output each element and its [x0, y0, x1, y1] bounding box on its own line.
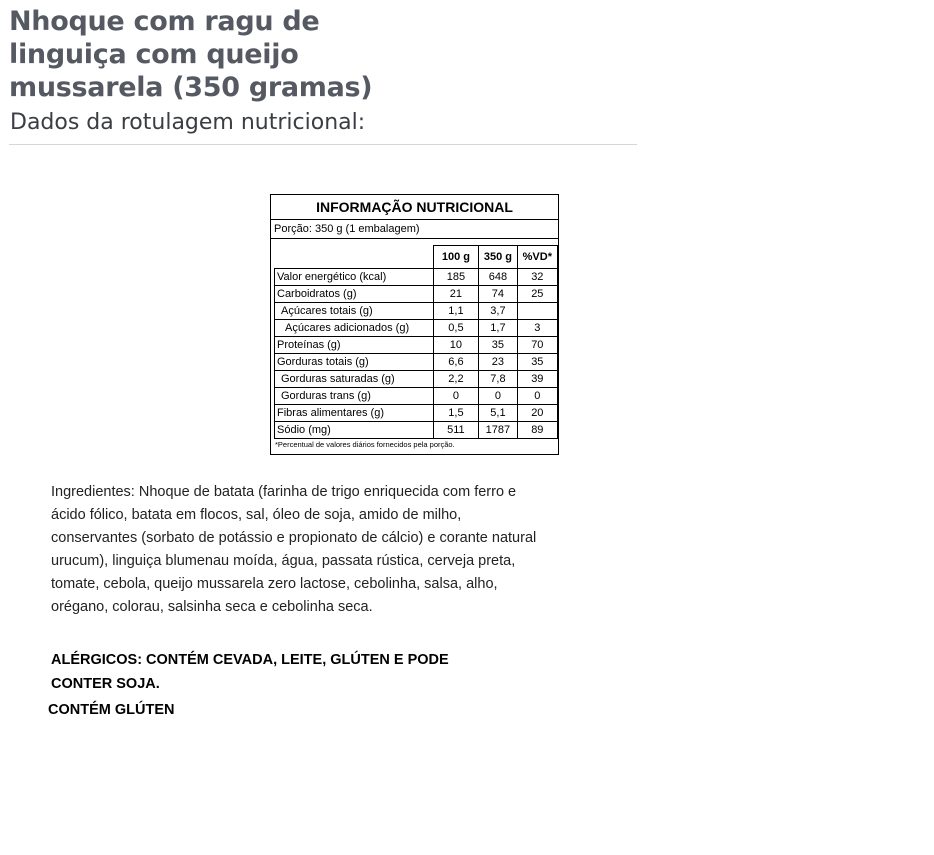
- column-header-100g: 100 g: [433, 246, 479, 269]
- value-vd: 20: [517, 405, 557, 422]
- value-100g: 2,2: [433, 371, 479, 388]
- nutrient-name: Valor energético (kcal): [275, 269, 434, 286]
- value-vd: 25: [517, 286, 557, 303]
- gluten-notice: CONTÉM GLÚTEN: [48, 702, 175, 718]
- table-row: [275, 354, 558, 371]
- ingredients-text: Ingredientes: Nhoque de batata (farinha de trigo enriquecida com ferro e ácido fólico, batata em flocos, sal, óleo de soja, amido de milho, conservantes (sorbato de potássio e propionato de cálcio) e corante natural urucum), linguiça blumenau moída, água, passata rústica, cerveja preta, tomate, cebola, queijo mussarela zero lactose, cebolinha, salsa, alho, orégano, colorau, salsinha seca e cebolinha seca.: [51, 484, 537, 615]
- value-vd: [517, 303, 557, 320]
- value-350g: 5,1: [479, 405, 517, 422]
- nutrition-heading: INFORMAÇÃO NUTRICIONAL: [271, 195, 558, 220]
- nutrition-table: [274, 245, 558, 439]
- value-350g: 3,7: [479, 303, 517, 320]
- value-100g: 1,1: [433, 303, 479, 320]
- product-title: Nhoque com ragu de linguiça com queijo mussarela (350 gramas): [9, 6, 373, 103]
- column-header-vd: %VD*: [517, 246, 557, 269]
- table-row: [275, 269, 558, 286]
- value-350g: 74: [479, 286, 517, 303]
- value-vd: 35: [517, 354, 557, 371]
- nutrient-name: Gorduras saturadas (g): [275, 371, 434, 388]
- table-row: [275, 337, 558, 354]
- value-350g: 0: [479, 388, 517, 405]
- table-row: [275, 320, 558, 337]
- nutrient-name: Proteínas (g): [275, 337, 434, 354]
- value-350g: 35: [479, 337, 517, 354]
- divider: [9, 144, 637, 145]
- value-350g: 1787: [479, 422, 517, 439]
- value-100g: 6,6: [433, 354, 479, 371]
- value-100g: 0,5: [433, 320, 479, 337]
- nutrition-footnote: *Percentual de valores diários fornecidos pela porção.: [275, 440, 455, 449]
- value-100g: 21: [433, 286, 479, 303]
- table-row: [275, 422, 558, 439]
- table-row: [275, 405, 558, 422]
- nutrient-name: Fibras alimentares (g): [275, 405, 434, 422]
- table-row: [275, 371, 558, 388]
- value-100g: 10: [433, 337, 479, 354]
- nutrient-name: Carboidratos (g): [275, 286, 434, 303]
- nutrition-subtitle: Dados da rotulagem nutricional:: [10, 110, 366, 135]
- value-350g: 648: [479, 269, 517, 286]
- nutrient-name: Gorduras trans (g): [275, 388, 434, 405]
- portion-size: Porção: 350 g (1 embalagem): [271, 220, 558, 239]
- value-350g: 23: [479, 354, 517, 371]
- nutrient-name: Açúcares adicionados (g): [275, 320, 434, 337]
- value-vd: 3: [517, 320, 557, 337]
- value-100g: 511: [433, 422, 479, 439]
- table-header-row: [275, 246, 558, 269]
- value-vd: 0: [517, 388, 557, 405]
- value-350g: 1,7: [479, 320, 517, 337]
- allergens-text: ALÉRGICOS: CONTÉM CEVADA, LEITE, GLÚTEN E PODE CONTER SOJA.: [51, 652, 449, 692]
- value-100g: 1,5: [433, 405, 479, 422]
- column-header-350g: 350 g: [479, 246, 517, 269]
- value-vd: 39: [517, 371, 557, 388]
- nutrient-name: Sódio (mg): [275, 422, 434, 439]
- value-350g: 7,8: [479, 371, 517, 388]
- value-100g: 0: [433, 388, 479, 405]
- value-100g: 185: [433, 269, 479, 286]
- value-vd: 32: [517, 269, 557, 286]
- nutrient-name: Gorduras totais (g): [275, 354, 434, 371]
- value-vd: 70: [517, 337, 557, 354]
- column-header-nutrient: [275, 246, 434, 269]
- value-vd: 89: [517, 422, 557, 439]
- table-row: [275, 286, 558, 303]
- nutrition-facts-panel: [270, 194, 559, 455]
- table-row: [275, 303, 558, 320]
- nutrient-name: Açúcares totais (g): [275, 303, 434, 320]
- table-row: [275, 388, 558, 405]
